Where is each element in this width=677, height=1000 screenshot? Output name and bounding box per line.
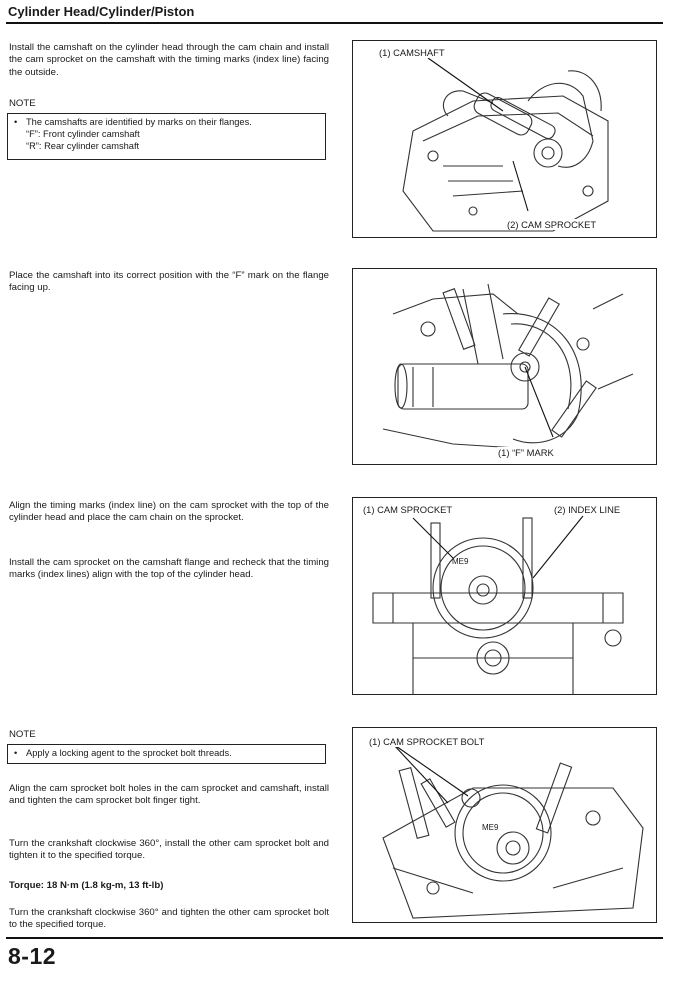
note-text: Apply a locking agent to the sprocket bolt threads. [26,748,232,758]
figure-label-cam-sprocket: (2) CAM SPROCKET [507,219,597,230]
instruction-tighten-other-bolt: Turn the crankshaft clockwise 360° and tighten the other cam sprocket bolt to the specified torque. [9,907,329,931]
camshaft-illustration [353,41,657,238]
instruction-align-timing-marks: Align the timing marks (index line) on the cam sprocket with the top of the cylinder head and place the cam chain on the sprocket. [9,500,329,524]
note-box-locking-agent: • Apply a locking agent to the sprocket bolt threads. [7,744,326,764]
figure-label-index-line: (2) INDEX LINE [554,504,621,515]
instruction-place-camshaft: Place the camshaft into its correct position with the “F” mark on the flange facing up. [9,270,329,294]
note-box-camshaft-marks: • The camshafts are identified by marks on their flanges. “F”: Front cylinder camshaft “R”: Rear cylinder camshaft [7,113,326,160]
figure-cam-sprocket-bolt [352,727,657,923]
note-rear-camshaft: “R”: Rear cylinder camshaft [26,140,140,151]
f-mark-illustration [353,269,657,465]
instruction-install-camshaft: Install the camshaft on the cylinder head through the cam chain and install the cam sprocket on the camshaft with the timing marks (index line) facing the outside. [9,42,329,78]
figure-label-f-mark: (1) “F” MARK [498,447,554,458]
figure-camshaft-install [352,40,657,238]
sprocket-stamp: ME9 [452,557,469,566]
torque-spec: Torque: 18 N·m (1.8 kg-m, 13 ft-lb) [9,880,164,891]
figure-f-mark [352,268,657,465]
note-label: NOTE [9,98,36,109]
sprocket-bolt-illustration [353,728,657,923]
header-rule [6,22,663,24]
note-front-camshaft: “F”: Front cylinder camshaft [26,128,140,139]
figure-label-camshaft: (1) CAMSHAFT [379,47,445,58]
sprocket-stamp: ME9 [482,823,499,832]
page-title: Cylinder Head/Cylinder/Piston [8,4,195,19]
note-label: NOTE [9,729,36,740]
instruction-install-cam-sprocket: Install the cam sprocket on the camshaft flange and recheck that the timing marks (index lines) align with the top of the cylinder head. [9,557,329,581]
note-text: The camshafts are identified by marks on their flanges. [26,117,252,127]
figure-label-cam-sprocket: (1) CAM SPROCKET [363,504,453,515]
figure-label-cam-sprocket-bolt: (1) CAM SPROCKET BOLT [369,736,485,747]
page-number: 8-12 [8,943,57,969]
instruction-turn-crankshaft: Turn the crankshaft clockwise 360°, install the other cam sprocket bolt and tighten it to the specified torque. [9,838,329,862]
footer-rule [6,937,663,939]
cam-sprocket-illustration [353,498,657,695]
figure-cam-sprocket-index [352,497,657,695]
instruction-align-bolt-holes: Align the cam sprocket bolt holes in the cam sprocket and camshaft, install and tighten the cam sprocket bolt finger tight. [9,783,329,807]
